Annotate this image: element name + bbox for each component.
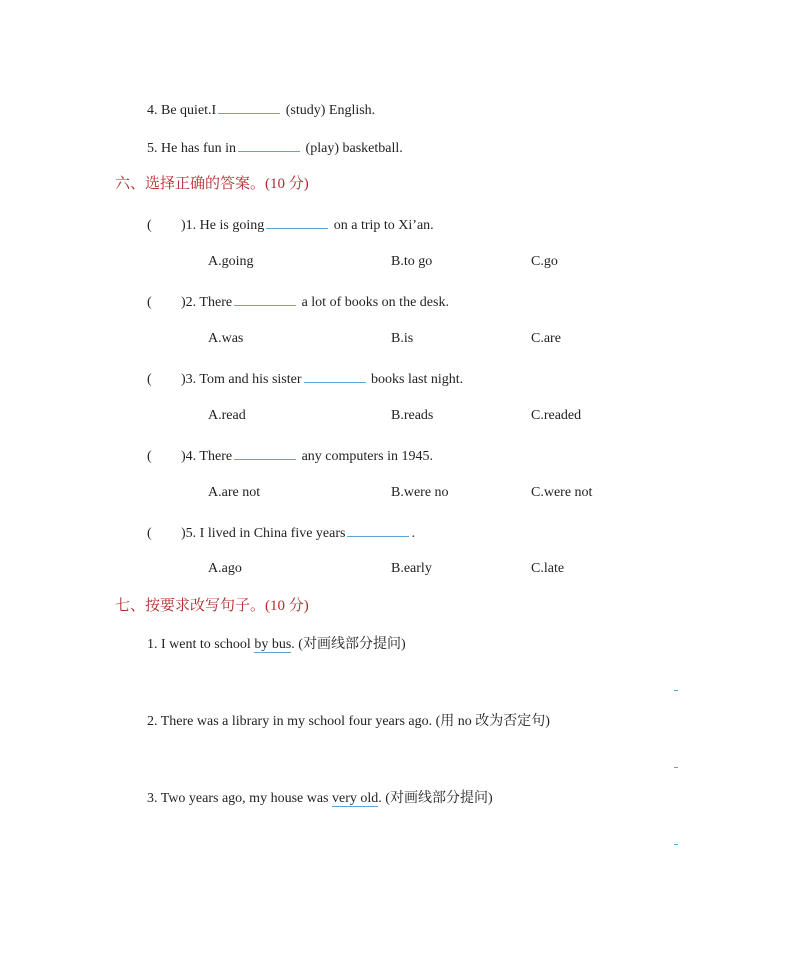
answer-line-mark[interactable] [674, 767, 678, 768]
option-c[interactable]: C.go [531, 254, 558, 269]
question-text: on a trip to Xi’an. [333, 218, 434, 233]
question-1 [147, 214, 434, 235]
rewrite-item-2 [147, 713, 550, 731]
underlined-phrase: by bus [254, 637, 292, 652]
option-b[interactable]: B.is [391, 331, 414, 346]
question-2 [147, 291, 449, 312]
option-b[interactable]: B.to go [391, 254, 433, 269]
question-3 [147, 368, 463, 389]
question-number: )1. [181, 218, 197, 233]
answer-blank [234, 445, 296, 460]
question-number: )4. [181, 449, 197, 464]
question-text: a lot of books on the desk. [301, 295, 449, 310]
section-6-heading: 六、选择正确的答案。(10 分) [115, 176, 309, 192]
answer-blank[interactable] [238, 137, 300, 152]
answer-paren[interactable]: ( [147, 526, 152, 541]
answer-paren[interactable]: ( [147, 218, 152, 233]
question-4 [147, 445, 433, 466]
question-text: There [199, 449, 233, 464]
answer-paren[interactable]: ( [147, 295, 152, 310]
rewrite-text: 1. I went to school [147, 637, 255, 652]
option-c[interactable]: C.readed [531, 408, 582, 423]
answer-line-mark[interactable] [674, 844, 678, 845]
question-number: )5. [181, 526, 197, 541]
underlined-phrase: very old [332, 791, 379, 806]
answer-blank [266, 214, 328, 229]
word-hint: (play) [305, 141, 339, 156]
option-c[interactable]: C.were not [531, 485, 593, 500]
option-a[interactable]: A.was [208, 331, 244, 346]
question-text: any computers in 1945. [301, 449, 433, 464]
rewrite-instruction: . (对画线部分提问) [378, 791, 493, 806]
option-a[interactable]: A.are not [208, 485, 261, 500]
option-c[interactable]: C.late [531, 561, 565, 576]
answer-blank [304, 368, 366, 383]
answer-blank[interactable] [218, 99, 280, 114]
option-a[interactable]: A.ago [208, 561, 242, 576]
question-text: I lived in China five years [199, 526, 346, 541]
option-b[interactable]: B.early [391, 561, 432, 576]
question-text: There [199, 295, 233, 310]
option-c[interactable]: C.are [531, 331, 561, 346]
rewrite-item-1 [147, 636, 406, 654]
answer-line-mark[interactable] [674, 690, 678, 691]
fill-in-item-4 [147, 99, 375, 120]
rewrite-instruction: . (对画线部分提问) [291, 637, 406, 652]
fill-in-item-5 [147, 137, 403, 158]
section-7-heading: 七、按要求改写句子。(10 分) [115, 598, 309, 614]
rewrite-item-3 [147, 790, 493, 808]
answer-blank [347, 522, 409, 537]
question-text: books last night. [371, 372, 464, 387]
fill-in-text: 5. He has fun in [147, 141, 237, 156]
question-number: )3. [181, 372, 197, 387]
option-a[interactable]: A.going [208, 254, 254, 269]
answer-paren[interactable]: ( [147, 372, 152, 387]
question-text: Tom and his sister [199, 372, 302, 387]
question-text: He is going [199, 218, 265, 233]
option-a[interactable]: A.read [208, 408, 246, 423]
option-b[interactable]: B.were no [391, 485, 449, 500]
question-number: )2. [181, 295, 197, 310]
fill-in-text: 4. Be quiet.I [147, 103, 217, 118]
rewrite-text: 2. There was a library in my school four years ago. (用 no 改为否定句) [147, 714, 550, 729]
answer-blank [234, 291, 296, 306]
fill-in-text: basketball. [342, 141, 403, 156]
rewrite-text: 3. Two years ago, my house was [147, 791, 333, 806]
question-5 [147, 522, 415, 543]
option-b[interactable]: B.reads [391, 408, 434, 423]
fill-in-text: English. [328, 103, 376, 118]
answer-paren[interactable]: ( [147, 449, 152, 464]
word-hint: (study) [285, 103, 326, 118]
question-text: . [411, 526, 415, 541]
